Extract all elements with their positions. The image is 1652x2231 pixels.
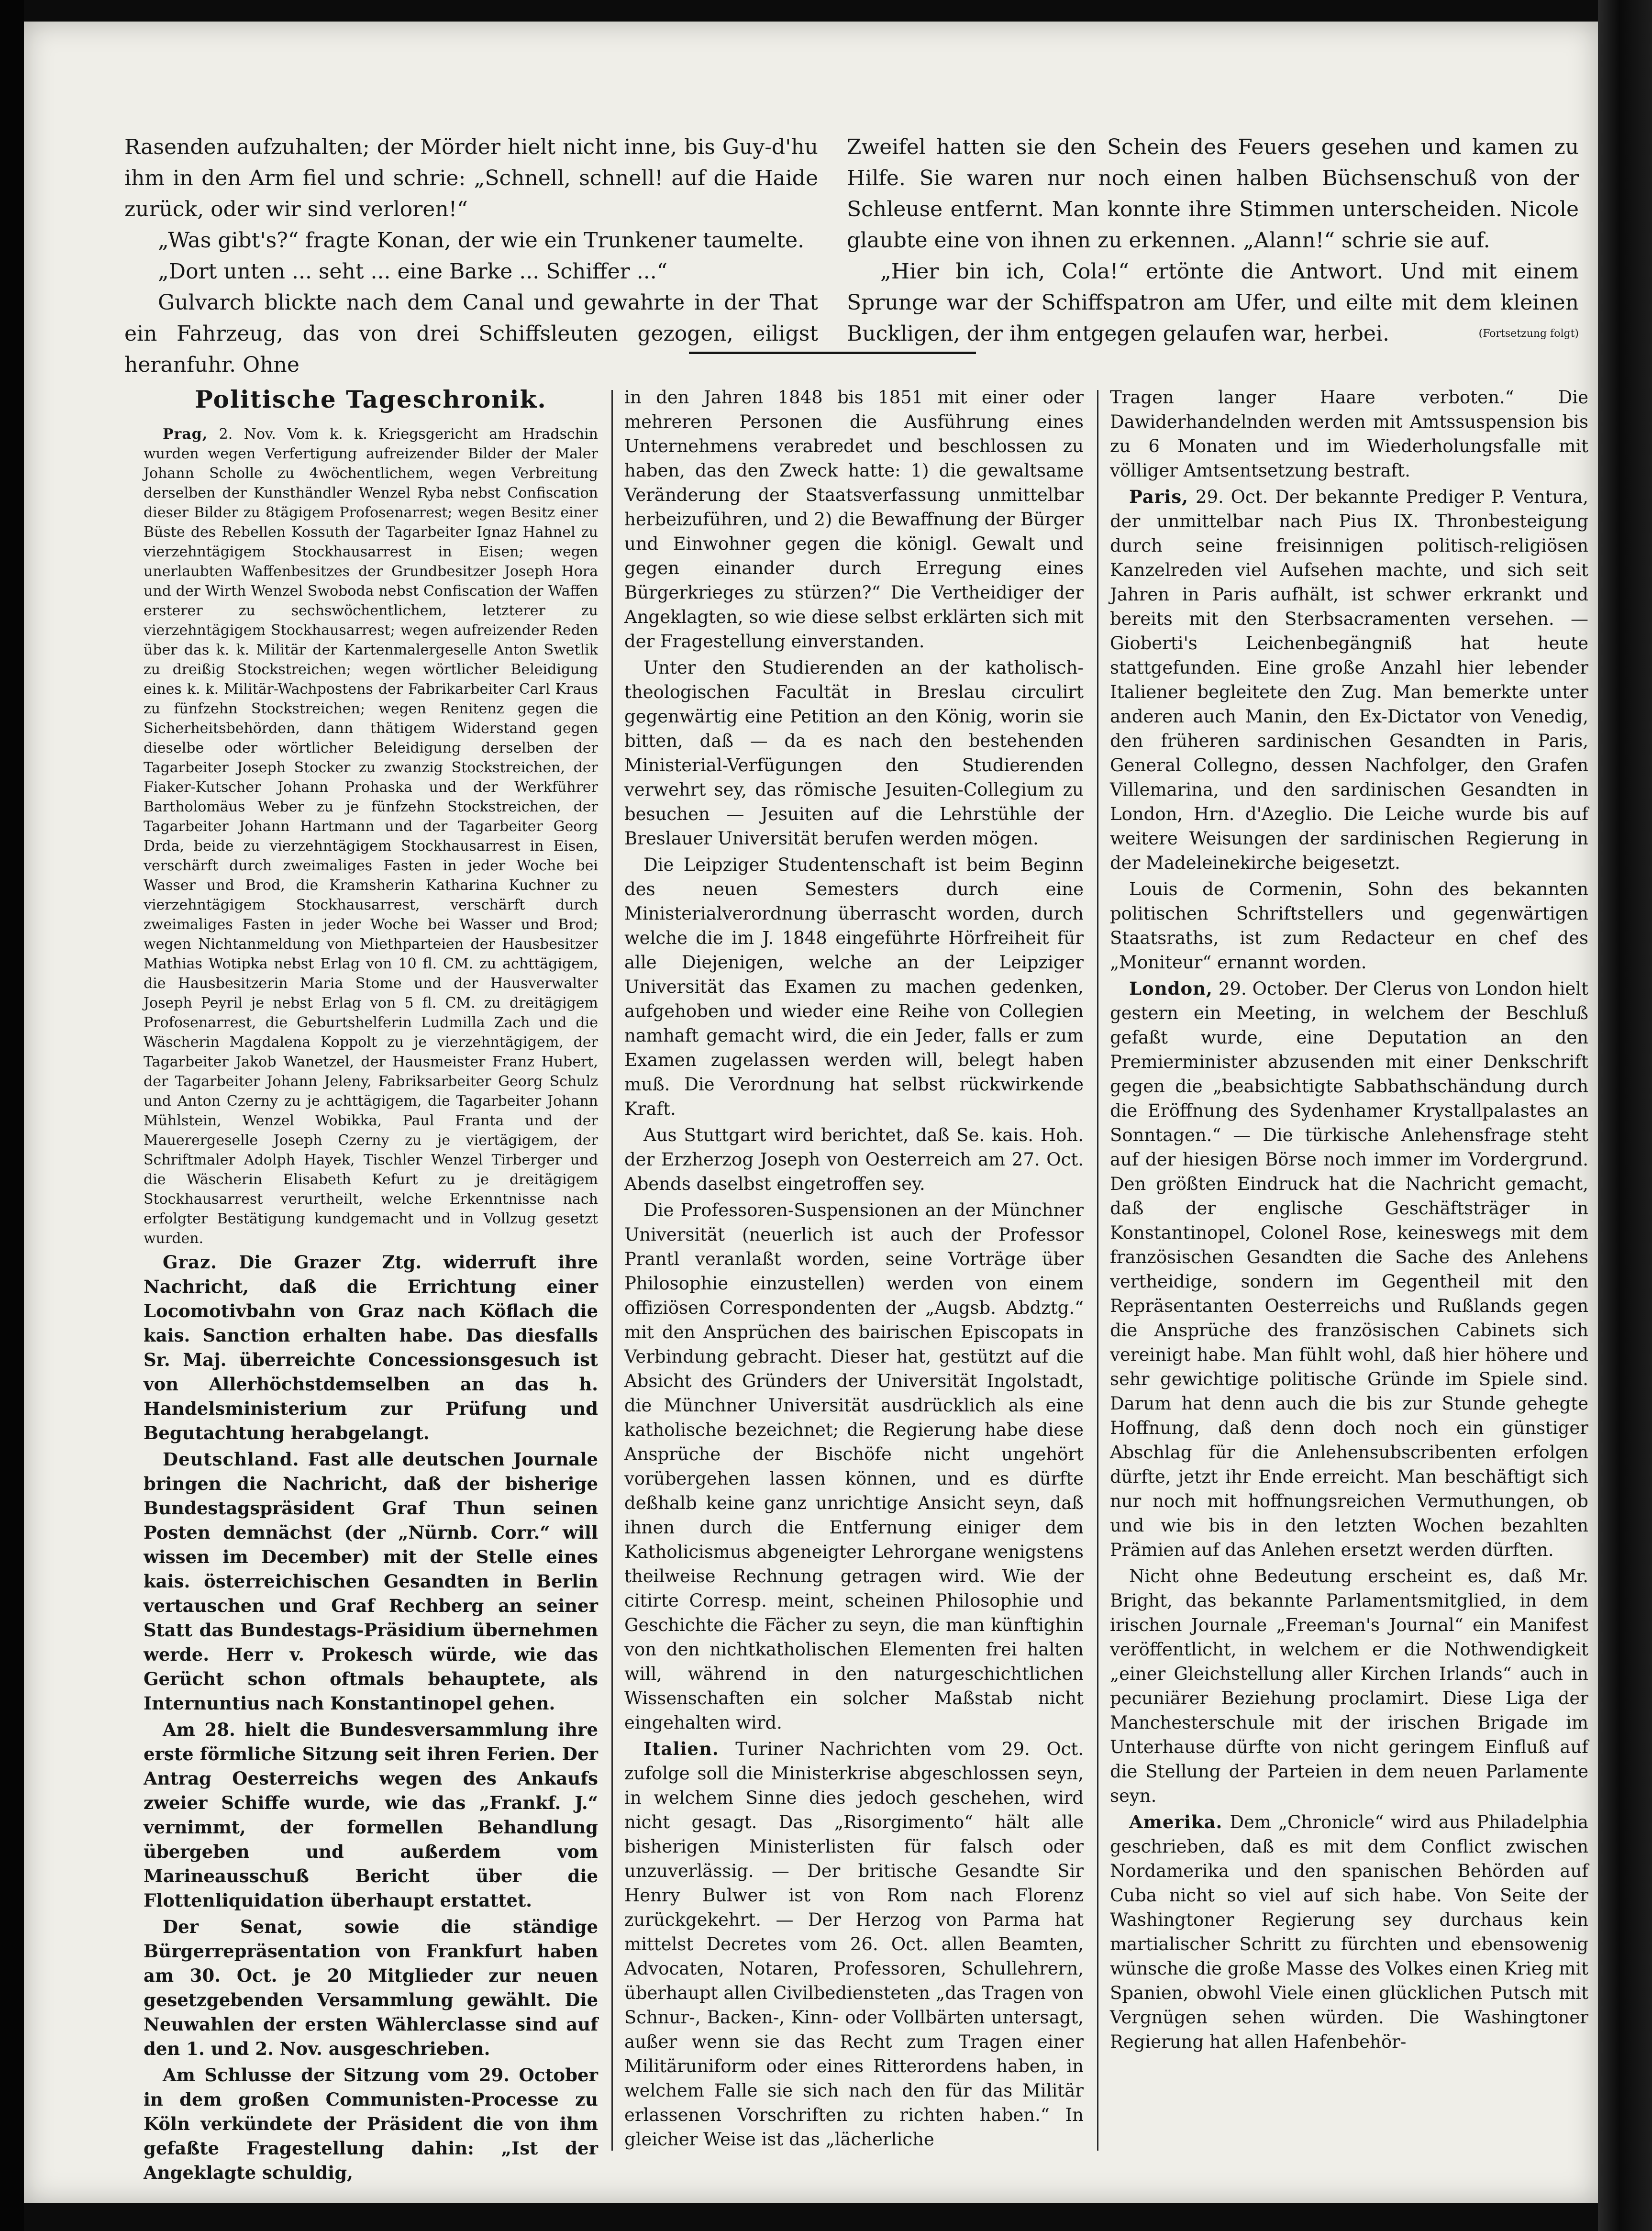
article-paragraph: [1110, 485, 1588, 875]
story-paragraph: Rasenden aufzuhalten; der Mörder hielt nicht inne, bis Guy-d'hu ihm in den Arm fiel und schrie: „Schnell, schnell! auf die Haide zurück, oder wir sind verloren!“: [124, 135, 818, 222]
article-text: Unter den Studierenden an der katholisch-theologischen Facultät in Breslau circulirt gegenwärtig eine Petition an den König, worin sie bitten, daß — da es nach den bestehenden Ministerial-Verfügungen den Studierenden verwehrt sey, das römische Jesuiten-Collegium zu besuchen — Jesuiten auf die Lehrstühle der Breslauer Universität berufen werden mögen.: [624, 657, 1084, 849]
article-text: Louis de Cormenin, Sohn des bekannten politischen Schriftstellers und gegenwärtigen Staatsraths, ist zum Redacteur en chef des „Moniteur“ ernannt worden.: [1110, 879, 1588, 973]
article-paragraph: [624, 1198, 1084, 1735]
article-text: Am 28. hielt die Bundesversammlung ihre erste förmliche Sitzung seit ihren Ferien. Der Antrag Oesterreichs wegen des Ankaufs zweier Schiffe wurde, wie das „Frankf. J.“ vernimmt, der formellen Behandlung übergeben und außerdem vom Marineausschuß Bericht über die Flottenliquidation überhaupt erstattet.: [144, 1719, 598, 1911]
article-text: 29. Oct. Der bekannte Prediger P. Ventura, der unmittelbar nach Pius IX. Thronbesteigung durch seine freisinnigen politisch-religiösen Kanzelreden viel Aufsehen machte, und sich seit Jahren in Paris aufhält, ist schwer erkrankt und bereits mit den Sterbsacramenten versehen. — Gioberti's Leichenbegängniß hat heute stattgefunden. Eine große Anzahl hier lebender Italiener begleitete den Zug. Man bemerkte unter anderen auch Manin, den Ex-Dictator von Venedig, den früheren sardinischen Gesandten in Paris, General Collegno, dessen Nachfolger, den Grafen Villemarina, und den sardinischen Gesandten in London, Hrn. d'Azeglio. Die Leiche wurde bis auf weitere Weisungen der sardinischen Regierung in der Madeleinekirche beigesetzt.: [1110, 487, 1588, 873]
article-paragraph: [624, 853, 1084, 1121]
article-text: 29. October. Der Clerus von London hielt gestern ein Meeting, in welchem der Beschluß gefaßt wurde, eine Deputation an den Premierminister abzusenden mit einer Denkschrift gegen die „beabsichtigte Sabbathschändung durch die Eröffnung des Sydenhamer Krystallpalastes an Sonntagen.“ — Die türkische Anlehensfrage steht auf der hiesigen Börse noch immer im Vordergrund. Den größten Eindruck hat die Nachricht gemacht, daß der englische Geschäftsträger in Konstantinopel, Colonel Rose, keineswegs mit dem französischen Gesandten die Sache des Anlehens vertheidige, sondern im Gegentheil mit den Repräsentanten Oesterreichs und Rußlands gegen die Ansprüche des französischen Cabinets sich vereinigt habe. Man fühlt wohl, daß hier höhere und sehr gewichtige politische Gründe im Spiele sind. Darum hat denn auch die bis zur Stunde gehegte Hoffnung, daß denn doch noch ein günstiger Abschlag für die Anlehensubscribenten erfolgen dürfte, jetzt ihr Ende erreicht. Man beschäftigt sich nur noch mit hoffnungsreichen Vermuthungen, ob und wie bis in den letzten Wochen bezahlten Prämien auf das Anlehen ersetzt werden dürften.: [1110, 978, 1588, 1560]
article-paragraph: [1110, 977, 1588, 1562]
article-paragraph: [144, 1718, 598, 1913]
place-name: Amerika.: [1129, 1811, 1223, 1832]
article-paragraph: [1110, 1810, 1588, 2054]
story-paragraph: Gulvarch blickte nach dem Canal und gewahrte in der That ein Fahrzeug, das von drei Schiffsleuten gezogen, eiligst heranfuhr. Ohne: [124, 290, 818, 377]
chronicle-column-2: [624, 385, 1084, 2175]
article-text: 2. Nov. Vom k. k. Kriegsgericht am Hradschin wurden wegen Verfertigung aufreizender Bilder der Maler Johann Scholle zu 4wöchentlichem, wegen Verbreitung derselben der Kunsthändler Wenzel Ryba nebst Confiscation dieser Bilder zu 8tägigem Profosenarrest; wegen Besitz einer Büste des Rebellen Kossuth der Tagarbeiter Ignaz Hahnel zu vierzehntägigem Stockhausarrest in Eisen; wegen unerlaubten Waffenbesitzes der Grundbesitzer Joseph Hora und der Wirth Wenzel Swoboda nebst Confiscation der Waffen ersterer zu sechswöchentlichem, letzterer zu vierzehntägigem Stockhausarrest; wegen aufreizender Reden über das k. k. Militär der Kartenmalergeselle Anton Swetlik zu dreißig Stockstreichen; wegen wörtlicher Beleidigung eines k. k. Militär-Wachpostens der Fabrikarbeiter Carl Kraus zu fünfzehn Stockstreichen; wegen Renitenz gegen die Sicherheitsbehörden, dann thätigem Widerstand gegen dieselbe oder wörtlicher Beleidigung derselben der Tagarbeiter Joseph Stocker zu zwanzig Stockstreichen, der Fiaker-Kutscher Johann Prohaska und der Werkführer Bartholomäus Weber zu je fünfzehn Stockstreichen, der Tagarbeiter Johann Hartmann und der Tagarbeiter Georg Drda, beide zu vierzehntägigem Stockhausarrest in Eisen, verschärft durch zweimaliges Fasten in jeder Woche bei Wasser und Brod, die Kramsherin Katharina Kuchner zu vierzehntägigem Stockhausarrest, verschärft durch zweimaliges Fasten in jeder Woche bei Wasser und Brod; wegen Nichtanmeldung von Miethparteien der Hausbesitzer Mathias Wotipka nebst Erlag von 10 fl. CM. zu achttägigem, die Hausbesitzerin Maria Stome und der Hausverwalter Joseph Peyril je nebst Erlag von 5 fl. CM. zu dreitägigem Profosenarrest, die Geburtshelferin Ludmilla Zach und die Wäscherin Magdalena Koppolt zu je vierzehntägigem, der Tagarbeiter Jakob Wanetzel, der Hausmeister Franz Hubert, der Tagarbeiter Johann Jeleny, Fabriksarbeiter Georg Schulz und Anton Czerny zu je achttägigem, die Tagarbeiter Johann Mühlstein, Wenzel Wobikka, Paul Franta und der Mauerergeselle Joseph Czerny zu je viertägigem, der Schriftmaler Adolph Hayek, Tischler Wenzel Tirberger und die Wäscherin Elisabeth Kefurt zu je dreitägigem Stockhausarrest verurtheilt, welche Erkenntnisse nach erfolgter Bestätigung kundgemacht und in Vollzug gesetzt wurden.: [144, 426, 598, 1247]
article-text: Der Senat, sowie die ständige Bürgerrepräsentation von Frankfurt haben am 30. Oct. je 20 Mitglieder zur neuen gesetzgebenden Versammlung gewählt. Die Neuwahlen der ersten Wählerclasse sind auf den 1. und 2. Nov. ausgeschrieben.: [144, 1916, 598, 2059]
article-paragraph: [624, 1737, 1084, 2152]
article-paragraph: [144, 1915, 598, 2061]
scan-border-right: [1598, 0, 1652, 2231]
article-paragraph: [1110, 385, 1588, 483]
article-text: in den Jahren 1848 bis 1851 mit einer oder mehreren Personen die Ausführung eines Unternehmens verabredet und beschlossen zu haben, das den Zweck hatte: 1) die gewaltsame Veränderung der Staatsverfassung unmittelbar herbeizuführen, und 2) die Bewaffnung der Bürger und Einwohner gegen die königl. Gewalt und gegen einander durch Erregung eines Bürgerkrieges zu stürzen?“ Die Vertheidiger der Angeklagten, so wie diese selbst erklärten sich mit der Fragestellung einverstanden.: [624, 387, 1084, 652]
place-name: Deutschland.: [163, 1449, 299, 1470]
article-paragraph: [144, 2063, 598, 2185]
article-text: Fast alle deutschen Journale bringen die Nachricht, daß der bisherige Bundestagspräsident Graf Thun seinen Posten demnächst (der „Nürnb. Corr.“ will wissen im December) mit der Stelle eines kais. österreichischen Gesandten in Berlin vertauschen und Graf Rechberg an seiner Statt das Bundestags-Präsidium übernehmen werde. Herr v. Prokesch würde, wie das Gerücht schon oftmals behauptete, als Internuntius nach Konstantinopel gehen.: [144, 1449, 598, 1714]
chronicle-column-3: [1110, 385, 1588, 2175]
article-text: Die Grazer Ztg. widerruft ihre Nachricht, daß die Errichtung einer Locomotivbahn von Graz nach Köflach die kais. Sanction erhalten habe. Das diesfalls Sr. Maj. überreichte Concessionsgesuch ist von Allerhöchstdemselben an das h. Handelsministerium zur Prüfung und Begutachtung herabgelangt.: [144, 1252, 598, 1443]
article-text: Aus Stuttgart wird berichtet, daß Se. kais. Hoh. der Erzherzog Joseph von Oesterreich am 27. Oct. Abends daselbst eingetroffen sey.: [624, 1125, 1084, 1194]
article-paragraph: [144, 1250, 598, 1445]
article-paragraph: [624, 385, 1084, 654]
place-name: London,: [1129, 978, 1213, 999]
article-text: Am Schlusse der Sitzung vom 29. October in dem großen Communisten-Processe zu Köln verkündete der Präsident die von ihm gefaßte Fragestellung dahin: „Ist der Angeklagte schuldig,: [144, 2065, 598, 2183]
column-rule: [611, 390, 613, 2151]
article-text: Dem „Chronicle“ wird aus Philadelphia geschrieben, daß es mit dem Conflict zwischen Nordamerika und den spanischen Behörden auf Cuba nicht so viel auf sich habe. Von Seite der Washingtoner Regierung sey durchaus kein martialischer Schritt zu fürchten und ebensowenig wünsche die große Masse des Volkes einen Krieg mit Spanien, obwohl Viele einen glücklichen Putsch mit Vergnügen sehen würden. Die Washingtoner Regierung hat allen Hafenbehör-: [1110, 1812, 1588, 2052]
chronicle-title: Politische Tageschronik.: [195, 385, 547, 413]
article-paragraph: [1110, 877, 1588, 975]
article-text: Tragen langer Haare verboten.“ Die Dawiderhandelnden werden mit Amtssuspension bis zu 6 Monaten und im Wiederholungsfalle mit völliger Amtsentsetzung bestraft.: [1110, 387, 1588, 481]
serial-story-left-column: [124, 132, 818, 380]
chronicle-column-1: [144, 385, 598, 2183]
article-text: Turiner Nachrichten vom 29. Oct. zufolge soll die Ministerkrise abgeschlossen seyn, in welchem Sinne dies jedoch geschehen, wird nicht gesagt. Das „Risorgimento“ hält alle bisherigen Ministerlisten für falsch oder unzuverlässig. — Der britische Gesandte Sir Henry Bulwer ist von Rom nach Florenz zurückgekehrt. — Der Herzog von Parma hat mittelst Decretes vom 26. Oct. allen Beamten, Advocaten, Notaren, Professoren, Schullehrern, überhaupt allen Civilbediensteten „das Tragen von Schnur-, Backen-, Kinn- oder Vollbärten untersagt, außer wenn sie das Recht zum Tragen einer Militäruniform oder eines Ritterordens haben, in welchem Falle sie sich nach den für das Militär erlassenen Vorschriften zu richten haben.“ In gleicher Weise ist das „lächerliche: [624, 1739, 1084, 2150]
place-name: Paris,: [1129, 486, 1189, 507]
article-text: Die Leipziger Studentenschaft ist beim Beginn des neuen Semesters durch eine Ministerialverordnung überrascht worden, durch welche die im J. 1848 eingeführte Hörfreiheit für alle Diejenigen, welche an der Leipziger Universität das Examen zu machen gedenken, aufgehoben und wieder eine Reihe von Collegien namhaft gemacht wird, die ein Jeder, falls er zum Examen zugelassen werden will, belegt haben muß. Die Verordnung hat selbst rückwirkende Kraft.: [624, 855, 1084, 1119]
newspaper-page: [24, 22, 1598, 2203]
article-text: Nicht ohne Bedeutung erscheint es, daß Mr. Bright, das bekannte Parlamentsmitglied, in dem irischen Journale „Freeman's Journal“ ein Manifest veröffentlicht, in welchem er die Nothwendigkeit „einer Gleichstellung aller Kirchen Irlands“ auch in pecuniärer Beziehung proclamirt. Diese Liga der Manchesterschule mit der irischen Brigade im Unterhause dürfte von nicht geringem Einfluß auf die Stellung der Parteien in dem neuen Parlamente seyn.: [1110, 1566, 1588, 1806]
article-paragraph: [1110, 1564, 1588, 1808]
section-divider-rule: [689, 352, 976, 354]
col1-articles: [144, 1250, 598, 2185]
continuation-note: (Fortsetzung folgt): [1478, 328, 1579, 340]
story-paragraph: Zweifel hatten sie den Schein des Feuers gesehen und kamen zu Hilfe. Sie waren nur noch einen halben Büchsenschuß von der Schleuse entfernt. Man konnte ihre Stimmen unterscheiden. Nicole glaubte eine von ihnen zu erkennen. „Alann!“ schrie sie auf.: [847, 135, 1579, 253]
prag-court-report: [144, 424, 598, 1248]
story-paragraph: „Was gibt's?“ fragte Konan, der wie ein Trunkener taumelte.: [158, 228, 805, 253]
story-last-paragraph-text: „Hier bin ich, Cola!“ ertönte die Antwort. Und mit einem Sprunge war der Schiffspatron am Ufer, und eilte mit dem kleinen Buckligen, der ihm entgegen gelaufen war, herbei.: [847, 259, 1579, 346]
place-name: Prag,: [163, 426, 208, 443]
column-rule: [1097, 390, 1098, 2151]
scan-border-left: [0, 0, 24, 2231]
story-paragraph: „Dort unten ... seht ... eine Barke ... Schiffer ...“: [158, 259, 668, 284]
article-paragraph: [624, 655, 1084, 851]
place-name: Graz.: [163, 1252, 217, 1273]
story-paragraph: [847, 256, 1579, 349]
article-paragraph: [144, 424, 598, 1248]
place-name: Italien.: [643, 1738, 719, 1759]
serial-story-right-column: [847, 132, 1579, 349]
article-paragraph: [144, 1447, 598, 1716]
article-text: Die Professoren-Suspensionen an der Münchner Universität (neuerlich ist auch der Professor Prantl veranlaßt worden, seine Vorträge über Philosophie einzustellen) werden von einem offiziösen Correspondenten der „Augsb. Abdztg.“ mit den Ansprüchen des bairischen Episcopats in Verbindung gebracht. Dieser hat, gestützt auf die Absicht des Gründers der Universität Ingolstadt, die Münchner Universität ausdrücklich als eine katholische bezeichnet; die Regierung habe diese Ansprüche der Bischöfe nicht ungehört vorübergehen lassen können, und es dürfte deßhalb keine ganz unrichtige Ansicht seyn, daß ihnen durch die Entfernung einiger dem Katholicismus abgeneigter Lehrorgane wenigstens theilweise Rechnung getragen wird. Wie der citirte Corresp. meint, scheinen Philosophie und Geschichte die Fächer zu seyn, die man künftighin von den nichtkatholischen Elementen frei halten will, während in den naturgeschichtlichen Wissenschaften ein solcher Maßstab nicht eingehalten wird.: [624, 1200, 1084, 1733]
article-paragraph: [624, 1123, 1084, 1196]
